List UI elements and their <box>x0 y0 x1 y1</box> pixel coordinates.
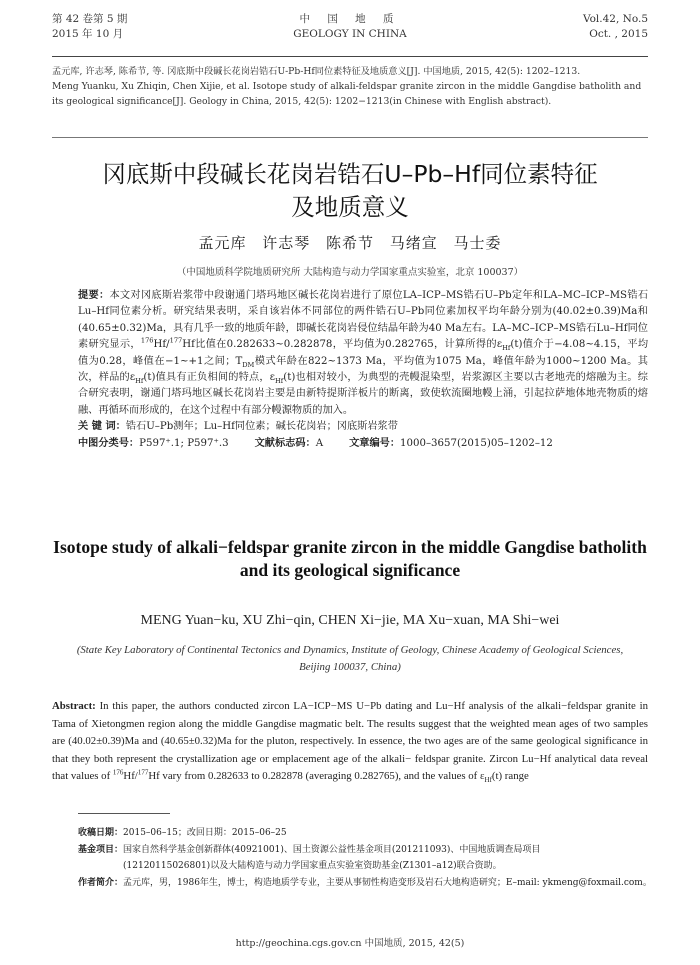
citation-block <box>52 64 648 109</box>
isotope-symbol: Hf/ <box>123 770 138 783</box>
affiliation-zh: （中国地质科学院地质研究所 大陆构造与动力学国家重点实验室，北京 100037） <box>176 267 524 278</box>
header-date-zh: 2015 年 10 月 <box>52 28 124 40</box>
isotope-superscript: 176 <box>140 336 154 345</box>
author-bio-value: 孟元库，男，1986年生，博士，构造地质学专业，主要从事韧性构造变形及岩石大地构造研究；E–mail: ykmeng@foxmail.com。 <box>123 877 652 888</box>
keywords-text: 锆石U–Pb测年；Lu–Hf同位素；碱长花岗岩；冈底斯岩浆带 <box>125 421 398 433</box>
footnotes <box>78 825 656 891</box>
citation-en: Meng Yuanku, Xu Zhiqin, Chen Xijie, et al. Isotope study of alkali-feldspar granite zircon in the middle Gangdise batholith and its geological significance[J]. Geology in China, 2015, 42(5): 1202−1213(in Chinese with English abstract). <box>52 81 642 107</box>
received-value: 2015–06–15；改回日期：2015–06–25 <box>123 828 287 838</box>
header-volume-en: Vol.42, No.5 <box>582 13 648 25</box>
epsilon-subscript: Hf <box>275 377 284 386</box>
title-zh <box>40 158 660 224</box>
header-journal-zh: 中 国 地 质 <box>299 13 401 25</box>
authors-zh: 孟元库 许志琴 陈希节 马绪宣 马士委 <box>198 234 502 252</box>
header-journal-en: GEOLOGY IN CHINA <box>293 28 407 40</box>
abstract-en-text: (t) range <box>491 770 529 783</box>
abstract-zh-text: (t)值介于−4.08~4.15，平均值为0.28，峰值在−1~+1之间；T <box>78 339 649 367</box>
article-number-label: 文章编号： <box>349 437 401 449</box>
classification-line <box>78 436 648 452</box>
abstract-en-text: Hf vary from 0.282633 to 0.282878 (averaging 0.282765), and the values of ε <box>148 770 485 783</box>
affiliation-en-line2: Beijing 100037, China) <box>299 661 401 673</box>
abstract-zh-text: 本文对冈底斯岩浆带中段谢通门塔玛地区碱长花岗岩进行了原位LA–ICP–MS锆石U–Pb定年和LA–MC–ICP–MS锆石Lu–Hf同位素分析。研究结果表明，采自该岩体不同部位的两件锆石U–Pb同位素加权平均年龄分别为(40.02±0.39)Ma和(40.65±0.32)Ma，具有几乎一致的地质年龄，即碱长花岗岩侵位结晶年龄为40 Ma左右。LA–MC–ICP–MS锆石Lu–Hf同位素研究显示， <box>78 290 649 351</box>
title-zh-line1: 冈底斯中段碱长花岗岩锆石U–Pb–Hf同位素特征 <box>102 160 598 188</box>
keywords-label: 关 键 词： <box>78 421 126 433</box>
epsilon-subscript: Hf <box>135 377 144 386</box>
footnote-rule <box>78 813 170 814</box>
fund-line2: (12120115026801)以及大陆构造与动力学国家重点实验室资助基金(Z1301–a12)联合资助。 <box>123 861 502 871</box>
keywords-line <box>78 419 648 435</box>
abstract-en-text: In this paper, the authors conducted zircon LA−ICP−MS U−Pb dating and Lu−Hf analysis of the alkali−feldspar granite in Tama of Xietongmen region along the middle Gangdise magmatic belt. The results suggest that the weighted mean ages of two samples are (40.02±0.39)Ma and (40.65±0.32)Ma for the pluton, respectively. In essence, the two ages are of the same geological significance in that they both represent the crystallization age or emplacement age of the alkali− feldspar granite. Zircon Lu−Hf analytical data reveal that values of <box>52 700 648 783</box>
isotope-superscript: 176 <box>112 768 124 777</box>
abstract-zh-text: (t)值具有正负相间的特点，ε <box>143 372 276 384</box>
affiliation-en <box>70 642 630 676</box>
epsilon-subscript: Hf <box>502 344 511 353</box>
header-volume-zh: 第 42 卷第 5 期 <box>52 13 128 25</box>
title-en <box>30 536 670 582</box>
abstract-en-label: Abstract: <box>52 700 96 712</box>
isotope-superscript: 177 <box>169 336 183 345</box>
abstract-en <box>52 698 648 786</box>
doc-code-value: A <box>315 437 324 449</box>
epsilon-subscript: Hf <box>484 776 492 785</box>
abstract-zh-label: 提要： <box>78 290 110 301</box>
header-rule <box>52 56 648 57</box>
abstract-en-body <box>52 698 648 786</box>
header-date-en: Oct. , 2015 <box>589 28 648 40</box>
article-number-value: 1000–3657(2015)05–1202–12 <box>400 437 553 449</box>
clc-value: P597⁺.1; P597⁺.3 <box>139 437 229 449</box>
running-header <box>52 12 648 52</box>
fund-line1: 国家自然科学基金创新群体(40921001)、国土资源公益性基金项目(201211093)、中国地质调查局项目 <box>123 844 541 855</box>
isotope-superscript: 177 <box>137 768 149 777</box>
isotope-symbol: Hf/ <box>153 339 170 351</box>
tdm-subscript: DM <box>242 360 255 369</box>
footnote-received <box>78 825 656 842</box>
abstract-zh-text: (t)也相对较小，为典型的壳幔混染型，岩浆源区主要以古老地壳的熔融为主。综合研究表明，谢通门塔玛地区碱长花岗岩主要是由新特提斯洋板片的断离，致使软流圈地幔上涌，引起拉萨地体地壳物质的熔融、再循环而形成的，在这个过程中有部分幔源物质的加入。 <box>78 372 648 416</box>
title-en-line1: Isotope study of alkali−feldspar granite zircon in the middle Gangdise batholith <box>53 537 647 557</box>
citation-rule <box>52 137 648 138</box>
abstract-zh-text: 比值在0.282633~0.282878，平均值为0.282765，计算所得的ε <box>194 339 503 351</box>
abstract-zh <box>78 288 648 452</box>
doc-code-label: 文献标志码： <box>254 437 316 449</box>
citation-zh: 孟元库, 许志琴, 陈希节, 等. 冈底斯中段碱长花岗岩锆石U-Pb-Hf同位素特征及地质意义[J]. 中国地质, 2015, 42(5): 1202–1213. <box>52 66 581 77</box>
footnote-author <box>78 875 656 892</box>
isotope-symbol: Hf <box>182 339 195 351</box>
fund-label: 基金项目： <box>78 844 124 855</box>
affiliation-en-line1: (State Key Laboratory of Continental Tectonics and Dynamics, Institute of Geology, Chinese Academy of Geological Sciences, <box>76 644 624 656</box>
author-bio-label: 作者简介： <box>78 877 124 888</box>
clc-label: 中图分类号： <box>78 437 140 449</box>
header-volume-en-block <box>583 12 648 42</box>
received-label: 收稿日期： <box>78 828 124 838</box>
abstract-zh-text: 模式年龄在822~1373 Ma，平均值为1075 Ma，峰值年龄为1000~1200 Ma。其次，样品的ε <box>78 355 648 384</box>
title-en-line2: and its geological significance <box>239 560 461 580</box>
authors-en: MENG Yuan−ku, XU Zhi−qin, CHEN Xi−jie, MA Xu−xuan, MA Shi−wei <box>140 613 560 628</box>
footnote-fund <box>78 842 656 875</box>
title-zh-line2: 及地质意义 <box>291 193 409 221</box>
page-footer: http://geochina.cgs.gov.cn 中国地质, 2015, 42(5) <box>235 938 465 949</box>
abstract-zh-body <box>78 288 648 419</box>
header-journal <box>52 12 648 42</box>
